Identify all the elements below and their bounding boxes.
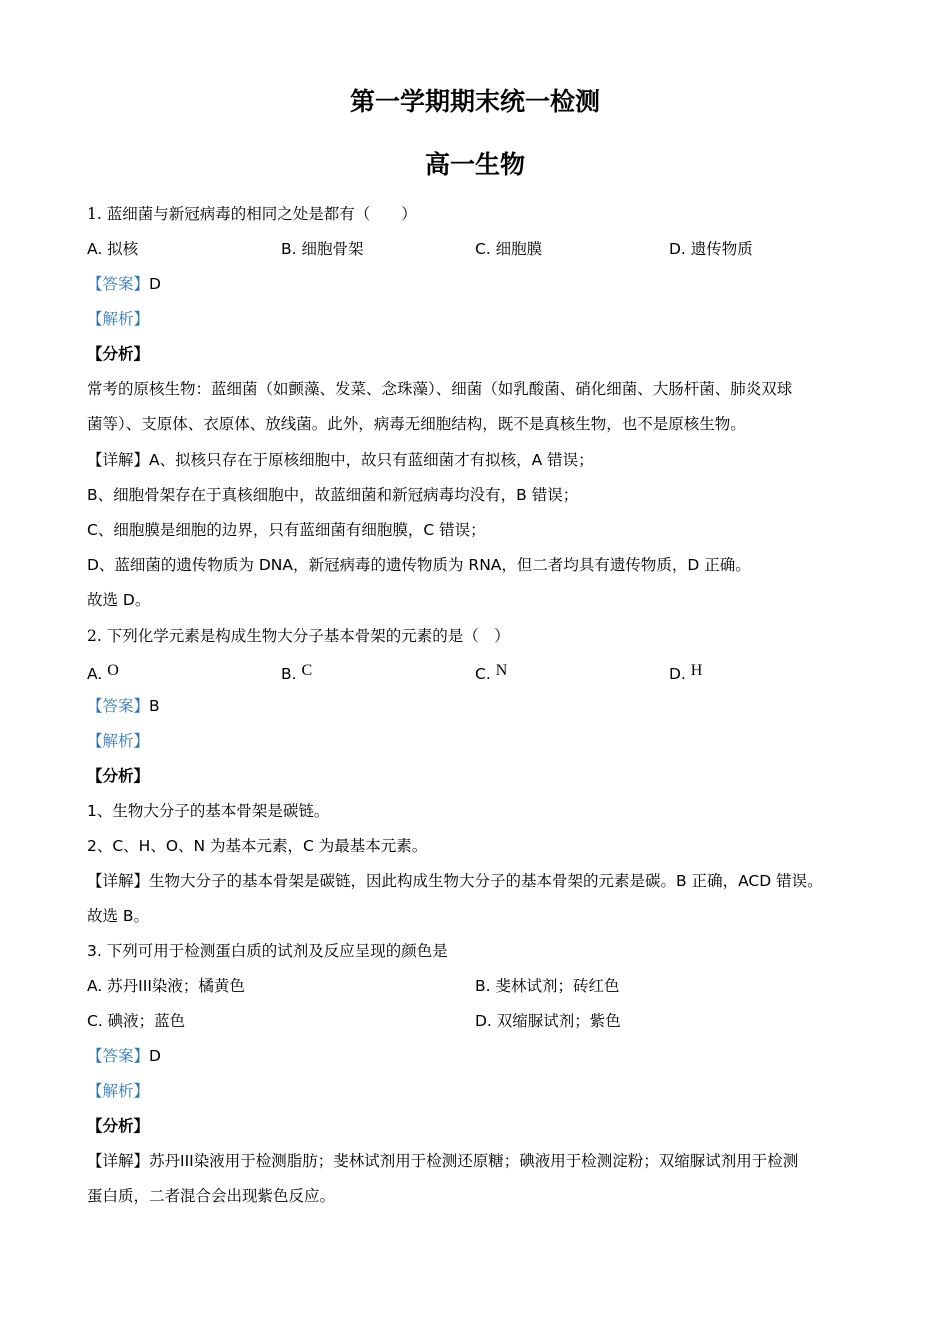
question-1-answer (87, 272, 161, 296)
page-title: 第一学期期末统一检测 (349, 87, 600, 116)
question-1-stem: 1. 蓝细菌与新冠病毒的相同之处是都有（ ） (87, 205, 417, 223)
answer-tag: 【答案】 (87, 275, 150, 293)
question-2-option-b (281, 659, 312, 686)
question-3-analysis-tag: 【解析】 (87, 1082, 150, 1100)
question-2-option-d (669, 659, 702, 686)
question-2-detail-line: 故选 B。 (87, 907, 150, 925)
option-letter: N (495, 662, 508, 679)
question-2-fenxi: 【分析】 (87, 767, 150, 785)
question-3-stem: 3. 下列可用于检测蛋白质的试剂及反应呈现的颜色是 (87, 942, 448, 960)
question-3-option-d: D. 双缩脲试剂；紫色 (475, 1012, 621, 1030)
question-1-option-a: A. 拟核 (87, 240, 139, 258)
answer-value: D (149, 1047, 161, 1065)
option-prefix: B. (281, 665, 302, 683)
question-1-detail-line: B、细胞骨架存在于真核细胞中，故蓝细菌和新冠病毒均没有，B 错误； (87, 486, 579, 504)
question-1-analysis-line: 菌等）、支原体、衣原体、放线菌。此外，病毒无细胞结构，既不是真核生物，也不是原核生物。 (87, 415, 746, 433)
option-letter: O (107, 662, 119, 679)
option-prefix: A. (87, 665, 108, 683)
answer-tag: 【答案】 (87, 1047, 150, 1065)
question-1-option-c: C. 细胞膜 (475, 240, 543, 258)
question-3-detail-line: 【详解】苏丹III染液用于检测脂肪；斐林试剂用于检测还原糖；碘液用于检测淀粉；双缩脲试剂用于检测 (87, 1152, 799, 1170)
option-letter: H (690, 662, 703, 679)
question-2-option-a (87, 659, 119, 686)
page-subtitle: 高一生物 (424, 150, 525, 179)
question-3-answer (87, 1044, 161, 1068)
question-1-analysis-line: 常考的原核生物：蓝细菌（如颤藻、发菜、念珠藻）、细菌（如乳酸菌、硝化细菌、大肠杆菌、肺炎双球 (87, 380, 793, 398)
question-2-analysis-line: 2、C、H、O、N 为基本元素，C 为最基本元素。 (87, 837, 428, 855)
answer-tag: 【答案】 (87, 697, 150, 715)
question-1-detail-line: 【详解】A、拟核只存在于原核细胞中，故只有蓝细菌才有拟核，A 错误； (87, 451, 594, 469)
question-3-detail-line: 蛋白质，二者混合会出现紫色反应。 (87, 1187, 336, 1205)
answer-value: B (149, 697, 160, 715)
answer-value: D (149, 275, 161, 293)
option-prefix: C. (475, 665, 496, 683)
question-2-analysis-tag: 【解析】 (87, 732, 150, 750)
question-2-analysis-line: 1、生物大分子的基本骨架是碳链。 (87, 802, 330, 820)
question-2-option-c (475, 659, 507, 686)
question-1-detail-line: 故选 D。 (87, 591, 151, 609)
question-2-stem: 2. 下列化学元素是构成生物大分子基本骨架的元素的是（ ） (87, 627, 510, 645)
option-prefix: D. (669, 665, 691, 683)
question-1-analysis-tag: 【解析】 (87, 310, 150, 328)
question-2-answer (87, 694, 160, 718)
question-3-option-b: B. 斐林试剂；砖红色 (475, 977, 620, 995)
option-letter: C (301, 662, 313, 679)
question-1-detail-line: D、蓝细菌的遗传物质为 DNA，新冠病毒的遗传物质为 RNA，但二者均具有遗传物质，D 正确。 (87, 556, 751, 574)
question-3-option-c: C. 碘液；蓝色 (87, 1012, 186, 1030)
question-3-option-a: A. 苏丹III染液；橘黄色 (87, 977, 245, 995)
question-1-option-d: D. 遗传物质 (669, 240, 753, 258)
question-1-detail-line: C、细胞膜是细胞的边界，只有蓝细菌有细胞膜，C 错误； (87, 521, 486, 539)
question-1-fenxi: 【分析】 (87, 345, 150, 363)
question-2-detail-line: 【详解】生物大分子的基本骨架是碳链，因此构成生物大分子的基本骨架的元素是碳。B 正确，ACD 错误。 (87, 872, 823, 890)
question-3-fenxi: 【分析】 (87, 1117, 150, 1135)
question-1-option-b: B. 细胞骨架 (281, 240, 364, 258)
